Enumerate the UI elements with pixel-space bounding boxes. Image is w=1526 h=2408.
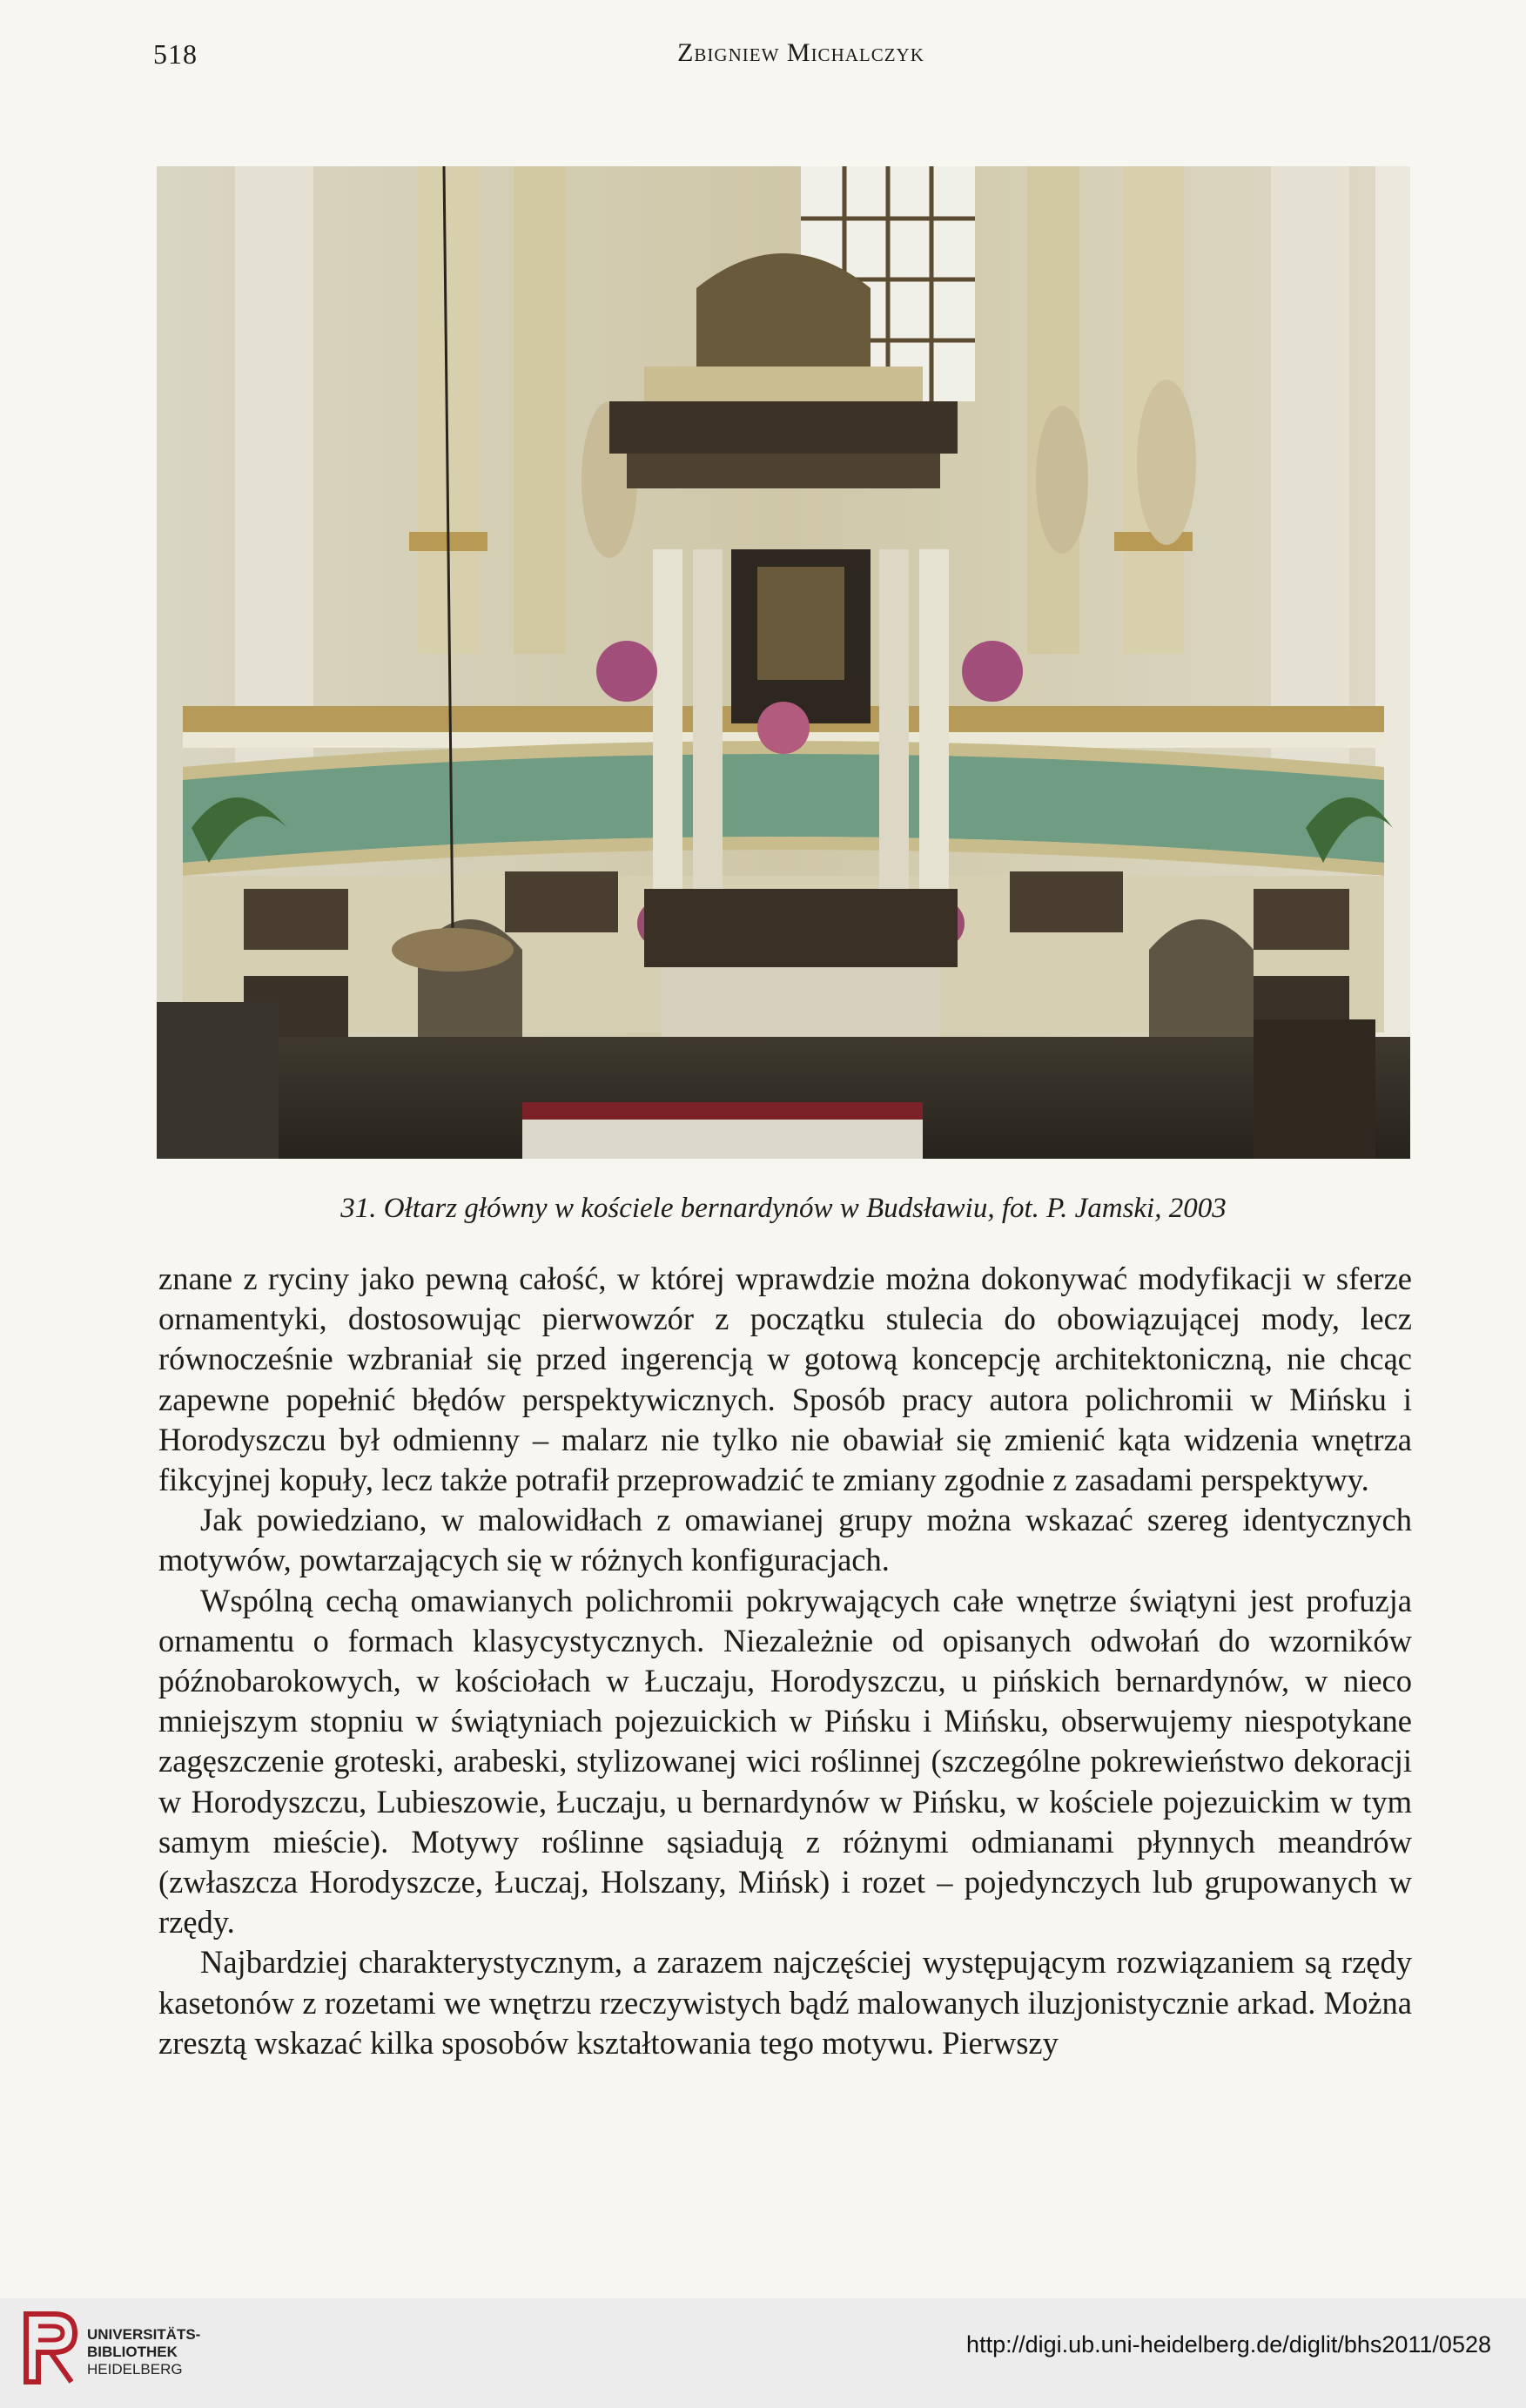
altar-photograph [157,166,1410,1159]
running-head: Zbigniew Michalczyk [677,38,924,67]
library-logo-icon [19,2310,80,2385]
altar-photo-illustration [157,166,1410,1159]
paragraph-1: znane z ryciny jako pewną całość, w której wprawdzie można dokonywać modyfikacji w sferze ornamentyki, dostosowując pierwowzór z początku stulecia do obowiązującej mody, lecz równocześnie wzbraniał się przed ingerencją w gotową koncepcję architektoniczną, nie chcąc zapewne popełnić błędów perspektywicznych. Sposób pracy autora polichromii w Mińsku i Horodyszczu był odmienny – malarz nie tylko nie obawiał się zmienić kąta widzenia wnętrza fikcyjnej kopuły, lecz także potrafił przeprowadzić te zmiany zgodnie z zasadami perspektywy. [158,1261,1412,1498]
paragraph-4: Najbardziej charakterystycznym, a zarazem najczęściej występującym rozwiązaniem są rzędy kasetonów z rozetami we wnętrzu rzeczywistych bądź malowanych iluzjonistycznie arkad. Można zresztą wskazać kilka sposobów kształtowania tego motywu. Pierwszy [158,1944,1412,2061]
library-line-2: BIBLIOTHEK [87,2344,178,2360]
library-line-1: UNIVERSITÄTS- [87,2326,201,2343]
paragraph-3: Wspólną cechą omawianych polichromii pokrywających całe wnętrze świątyni jest profuzja ornamentu o formach klasycystycznych. Niezależnie od opisanych odwołań do wzorników późnobarokowych, w kościołach w Łuczaju, Horodyszczu, u pińskich bernardynów, w nieco mniejszym stopniu w świątyniach pojezuickich w Pińsku i Mińsku, obserwujemy niespotykane zagęszczenie groteski, arabeski, stylizowanej wici roślinnej (szczególne pokrewieństwo dekoracji w Horodyszczu, Lubieszowie, Łuczaju, u bernardynów w Pińsku, w kościele pojezuickim w tym samym mieście). Motywy roślinne sąsiadują z różnymi odmianami płynnych meandrów (zwłaszcza Horodyszcze, Łuczaj, Holszany, Mińsk) i rozet – pojedynczych lub grupowanych w rzędy. [158,1582,1412,1941]
digitization-footer [0,2298,1526,2408]
source-url-link[interactable]: http://digi.ub.uni-heidelberg.de/diglit/bhs2011/0528 [966,2331,1491,2358]
page-number: 518 [153,38,198,70]
body-text [158,1259,1412,2063]
paragraph-2: Jak powiedziano, w malowidłach z omawianej grupy można wskazać szereg identycznych motywów, powtarzających się w różnych konfiguracjach. [158,1502,1412,1578]
figure-caption: 31. Ołtarz główny w kościele bernardynów w Budsławiu, fot. P. Jamski, 2003 [340,1193,1227,1224]
library-line-3: HEIDELBERG [87,2361,183,2378]
library-name [87,2326,200,2378]
